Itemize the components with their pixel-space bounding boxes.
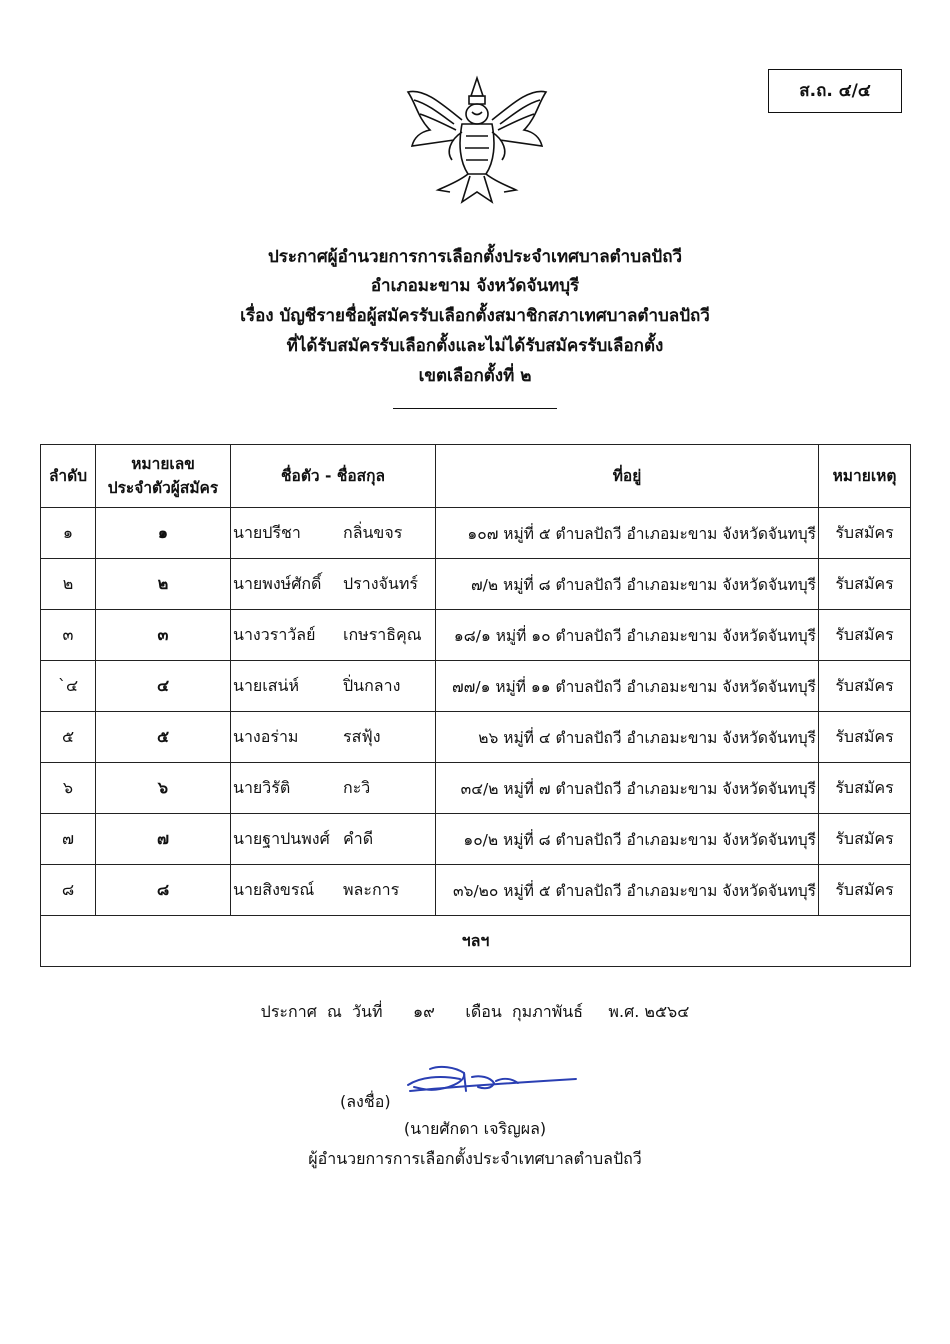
table-header-row <box>41 445 911 508</box>
row-note: รับสมัคร <box>819 508 911 559</box>
header-note: หมายเหตุ <box>819 445 911 508</box>
row-note: รับสมัคร <box>819 661 911 712</box>
row-last-name: คำดี <box>343 828 374 848</box>
row-seq: ๓ <box>41 610 96 661</box>
heading-line-4: ที่ได้รับสมัครรับเลือกตั้งและไม่ได้รับสมัครรับเลือกตั้ง <box>286 336 664 356</box>
header-seq: ลำดับ <box>41 445 96 508</box>
row-seq: ๖ <box>41 763 96 814</box>
heading-underline <box>393 408 557 409</box>
row-candidate-number: ๔ <box>96 661 231 712</box>
row-note: รับสมัคร <box>819 763 911 814</box>
row-name <box>231 559 436 610</box>
row-address: ๗๗/๑ หมู่ที่ ๑๑ ตำบลปัถวี อำเภอมะขาม จังหวัดจันทบุรี <box>436 661 819 712</box>
table-row <box>41 610 911 661</box>
row-first-name: นายปรีชา <box>233 522 301 542</box>
table-row <box>41 814 911 865</box>
row-last-name: เกษราธิคุณ <box>343 624 422 644</box>
row-address: ๓๔/๒ หมู่ที่ ๗ ตำบลปัถวี อำเภอมะขาม จังหวัดจันทบุรี <box>436 763 819 814</box>
signature-label: (ลงชื่อ) <box>340 1092 391 1111</box>
header-candidate-number <box>96 445 231 508</box>
header-name: ชื่อตัว - ชื่อสกุล <box>231 445 436 508</box>
row-last-name: ปรางจันทร์ <box>343 573 418 593</box>
garuda-emblem-icon <box>402 74 552 206</box>
row-name <box>231 712 436 763</box>
heading-line-1: ประกาศผู้อำนวยการการเลือกตั้งประจำเทศบาลตำบลปัถวี <box>267 247 683 267</box>
row-address: ๑๐/๒ หมู่ที่ ๘ ตำบลปัถวี อำเภอมะขาม จังหวัดจันทบุรี <box>436 814 819 865</box>
row-last-name: กะวิ <box>343 777 371 797</box>
heading-line-5: เขตเลือกตั้งที่ ๒ <box>418 366 532 386</box>
row-first-name: นายฐาปนพงศ์ <box>233 828 330 848</box>
row-first-name: นายเสน่ห์ <box>233 675 300 695</box>
row-address: ๓๖/๒๐ หมู่ที่ ๕ ตำบลปัถวี อำเภอมะขาม จังหวัดจันทบุรี <box>436 865 819 916</box>
table-row <box>41 559 911 610</box>
row-note: รับสมัคร <box>819 610 911 661</box>
row-seq: `๔ <box>41 661 96 712</box>
header-number-line1: หมายเลข <box>131 455 195 473</box>
row-last-name: ปิ่นกลาง <box>343 675 401 695</box>
row-name <box>231 865 436 916</box>
row-name <box>231 610 436 661</box>
row-first-name: นายสิงขรณ์ <box>233 879 315 899</box>
row-name <box>231 661 436 712</box>
row-note: รับสมัคร <box>819 865 911 916</box>
row-seq: ๒ <box>41 559 96 610</box>
candidate-table <box>40 444 911 967</box>
table-row <box>41 865 911 916</box>
row-first-name: นายวิรัติ <box>233 777 291 797</box>
row-seq: ๑ <box>41 508 96 559</box>
signer-name: (นายศักดา เจริญผล) <box>403 1119 547 1138</box>
heading-line-3: เรื่อง บัญชีรายชื่อผู้สมัครรับเลือกตั้งสมาชิกสภาเทศบาลตำบลปัถวี <box>240 306 710 326</box>
row-note: รับสมัคร <box>819 559 911 610</box>
heading-line-2: อำเภอมะขาม จังหวัดจันทบุรี <box>370 276 580 296</box>
table-row <box>41 508 911 559</box>
row-candidate-number: ๓ <box>96 610 231 661</box>
row-note: รับสมัคร <box>819 814 911 865</box>
announcement-date: ประกาศ ณ วันที่ ๑๙ เดือน กุมภาพันธ์ พ.ศ. ๒๕๖๔ <box>260 1002 690 1021</box>
row-last-name: รสฟุ้ง <box>343 726 381 746</box>
row-last-name: พละการ <box>343 879 400 899</box>
row-candidate-number: ๒ <box>96 559 231 610</box>
table-etc-row <box>41 916 911 967</box>
row-first-name: นางวราวัลย์ <box>233 624 316 644</box>
row-name <box>231 508 436 559</box>
row-first-name: นางอร่าม <box>233 726 299 746</box>
signer-position: ผู้อำนวยการการเลือกตั้งประจำเทศบาลตำบลปัถวี <box>308 1149 642 1168</box>
row-seq: ๘ <box>41 865 96 916</box>
handwritten-signature-icon <box>400 1055 580 1105</box>
row-seq: ๕ <box>41 712 96 763</box>
header-number-line2: ประจำตัวผู้สมัคร <box>107 479 219 497</box>
row-address: ๑๐๗ หมู่ที่ ๕ ตำบลปัถวี อำเภอมะขาม จังหวัดจันทบุรี <box>436 508 819 559</box>
table-row <box>41 763 911 814</box>
row-note: รับสมัคร <box>819 712 911 763</box>
row-first-name: นายพงษ์ศักดิ์ <box>233 573 322 593</box>
form-code-box: ส.ถ. ๔/๔ <box>768 69 902 113</box>
table-row <box>41 661 911 712</box>
row-address: ๗/๒ หมู่ที่ ๘ ตำบลปัถวี อำเภอมะขาม จังหวัดจันทบุรี <box>436 559 819 610</box>
row-candidate-number: ๑ <box>96 508 231 559</box>
etc-marker: ฯลฯ <box>41 916 911 967</box>
row-name <box>231 763 436 814</box>
row-candidate-number: ๖ <box>96 763 231 814</box>
header-address: ที่อยู่ <box>436 445 819 508</box>
row-seq: ๗ <box>41 814 96 865</box>
row-address: ๑๘/๑ หมู่ที่ ๑๐ ตำบลปัถวี อำเภอมะขาม จังหวัดจันทบุรี <box>436 610 819 661</box>
row-name <box>231 814 436 865</box>
row-last-name: กลิ่นขจร <box>343 522 403 542</box>
row-candidate-number: ๘ <box>96 865 231 916</box>
row-candidate-number: ๕ <box>96 712 231 763</box>
table-row <box>41 712 911 763</box>
row-candidate-number: ๗ <box>96 814 231 865</box>
row-address: ๒๖ หมู่ที่ ๔ ตำบลปัถวี อำเภอมะขาม จังหวัดจันทบุรี <box>436 712 819 763</box>
